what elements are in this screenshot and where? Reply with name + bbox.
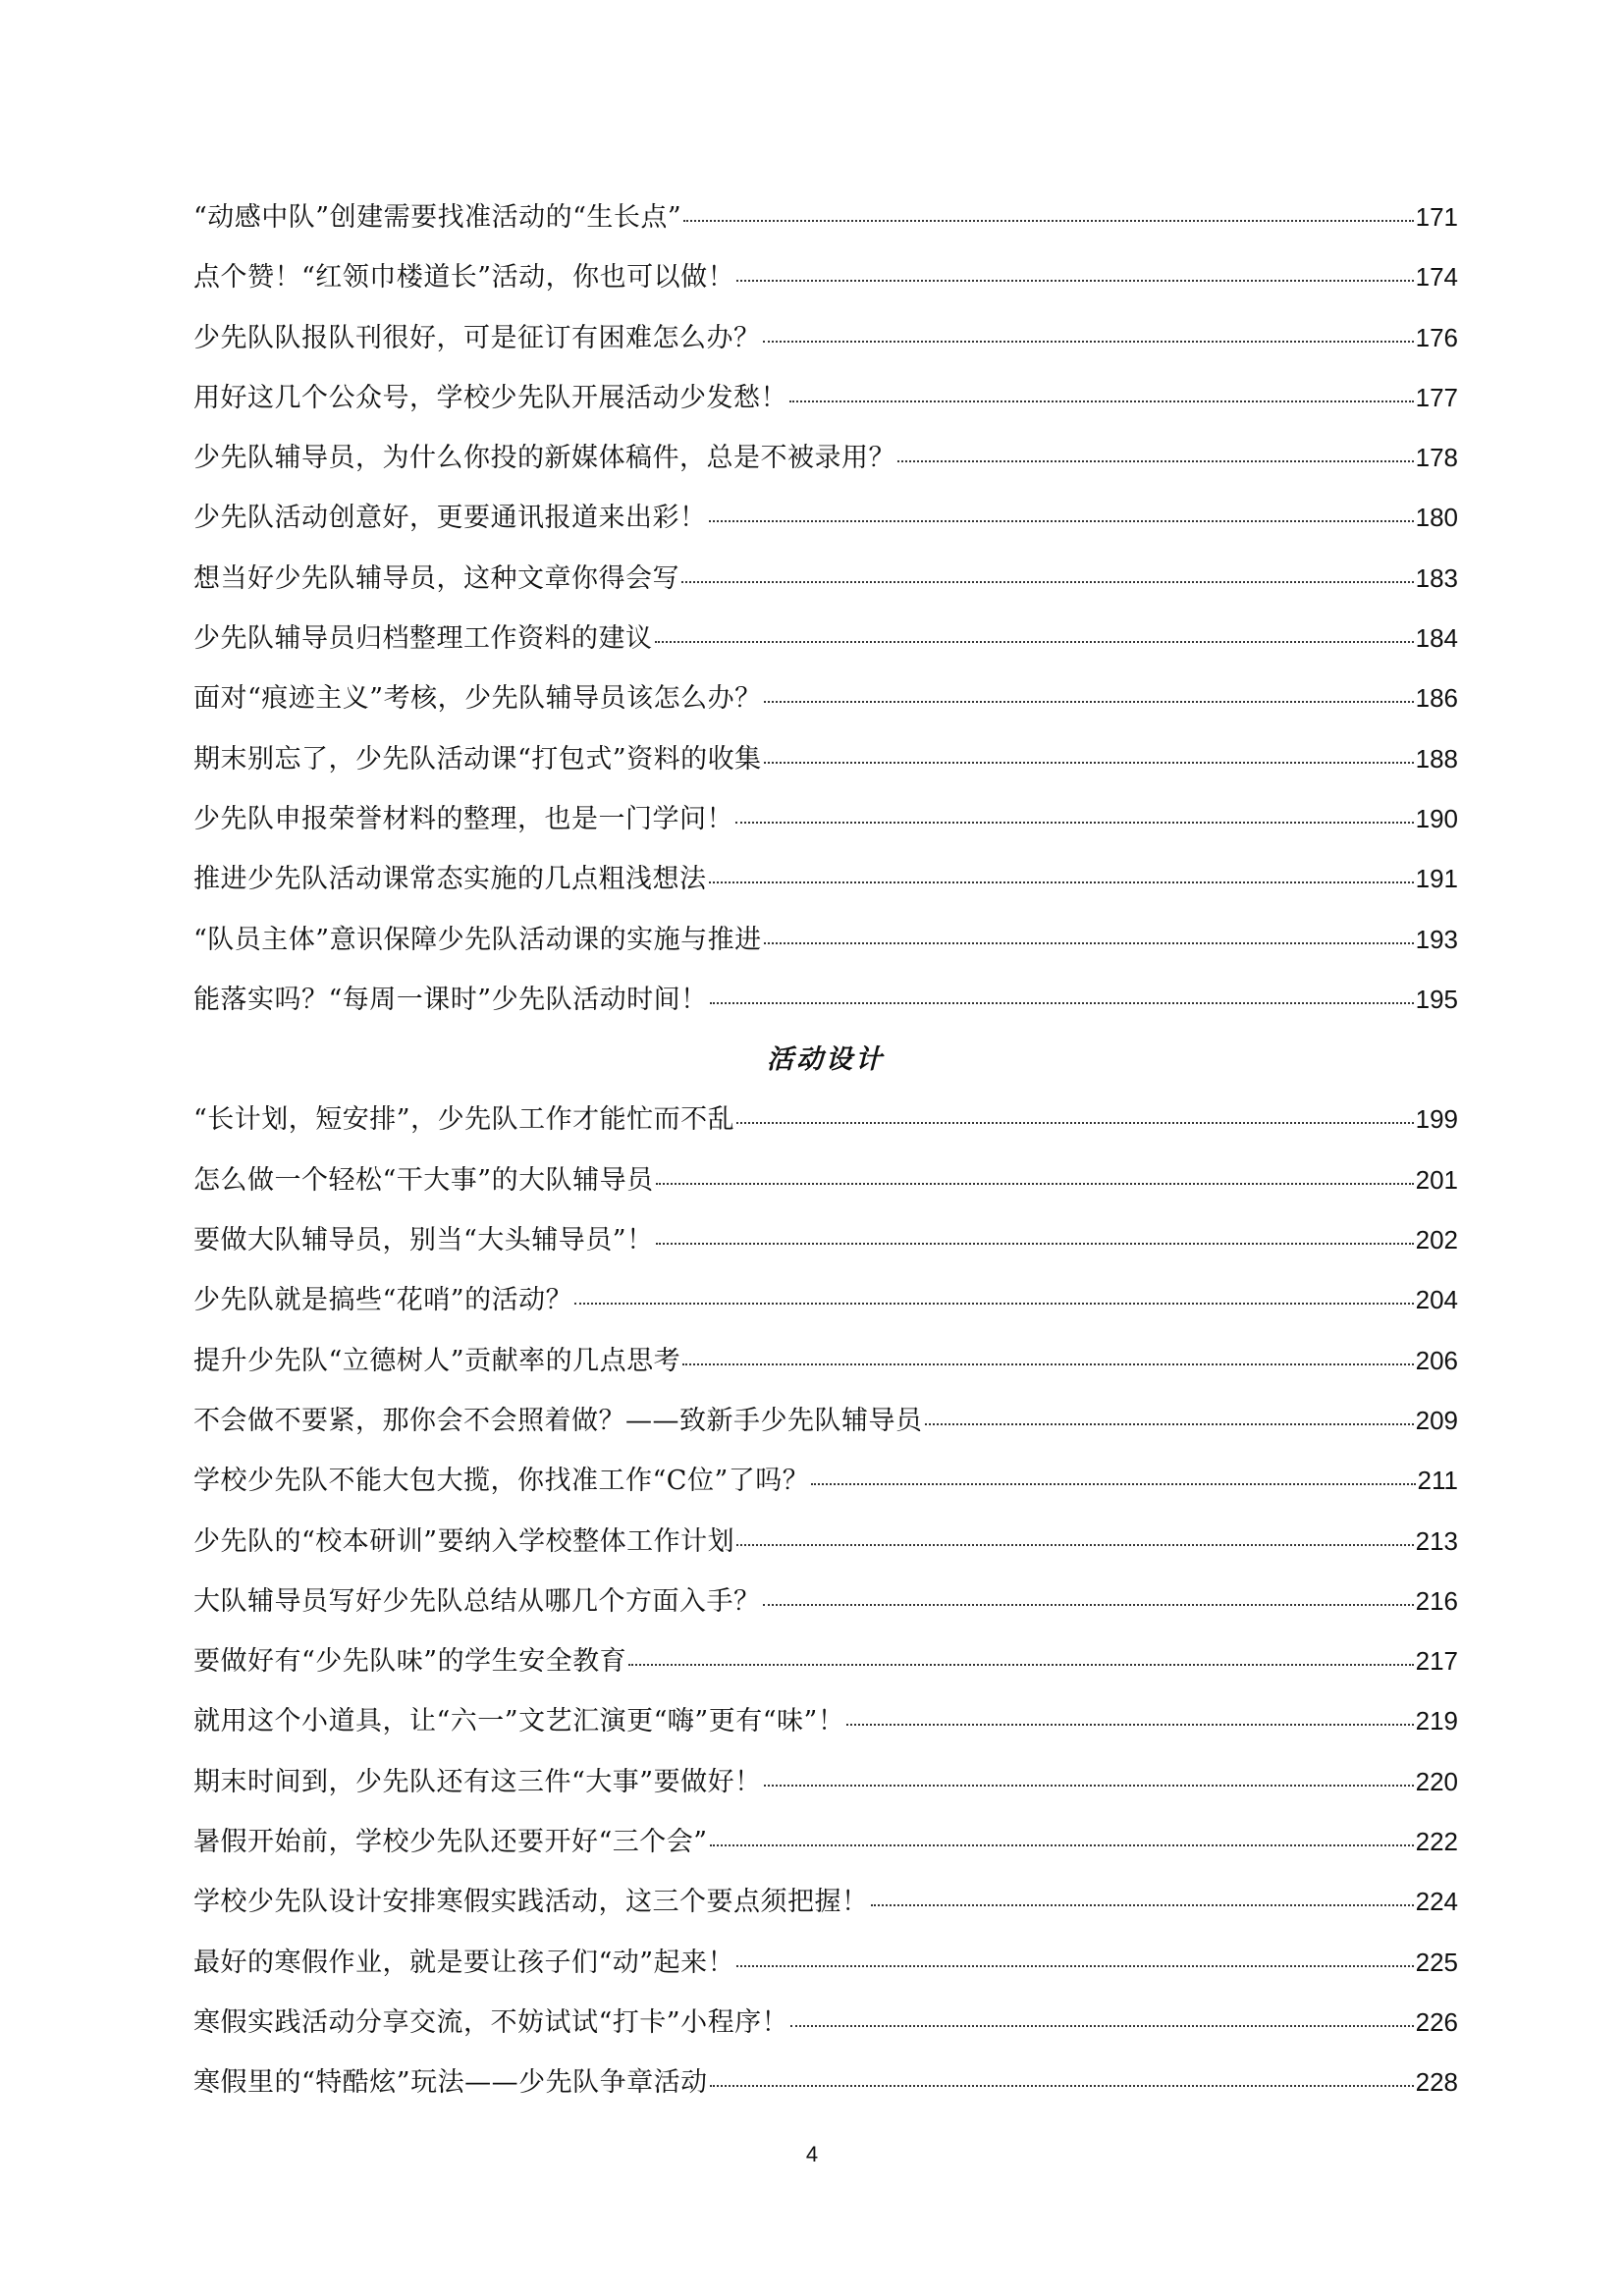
dot-leader	[897, 459, 1414, 462]
dot-leader	[682, 1362, 1414, 1365]
toc-entry[interactable]	[193, 970, 1458, 1030]
toc-entry-page: 213	[1415, 1525, 1458, 1556]
toc-entry-page: 186	[1415, 683, 1458, 714]
toc-entry-title: 就用这个小道具，让“六一”文艺汇演更“嗨”更有“味”！	[193, 1706, 845, 1737]
dot-leader	[736, 1964, 1414, 1967]
dot-leader	[656, 1182, 1414, 1185]
toc-entry-page: 225	[1415, 1947, 1458, 1977]
toc-entry-title: 最好的寒假作业，就是要让孩子们“动”起来！	[193, 1947, 735, 1978]
toc-entry-page: 228	[1415, 2067, 1458, 2098]
dot-leader	[846, 1723, 1413, 1726]
toc-entry[interactable]	[193, 1631, 1458, 1691]
dot-leader	[736, 1543, 1414, 1546]
dot-leader	[790, 2024, 1414, 2027]
toc-entry[interactable]	[193, 428, 1458, 488]
toc-entry-page: 191	[1415, 864, 1458, 894]
toc-entry[interactable]	[193, 1331, 1458, 1391]
toc-entry-title: 提升少先队“立德树人”贡献率的几点思考	[193, 1345, 681, 1376]
dot-leader	[628, 1663, 1414, 1666]
dot-leader	[655, 640, 1414, 643]
toc-entry-title: “长计划，短安排”，少先队工作才能忙而不乱	[193, 1104, 735, 1136]
dot-leader	[763, 1603, 1414, 1606]
toc-entry-page: 217	[1415, 1646, 1458, 1677]
toc-entry[interactable]	[193, 247, 1458, 307]
toc-entry-page: 178	[1415, 443, 1458, 473]
toc-entry[interactable]	[193, 1933, 1458, 1993]
toc-entry-page: 193	[1415, 924, 1458, 954]
toc-entry-page: 176	[1415, 322, 1458, 352]
toc-entry[interactable]	[193, 1812, 1458, 1872]
toc-entry-page: 224	[1415, 1887, 1458, 1917]
toc-entry-page: 202	[1415, 1225, 1458, 1255]
dot-leader	[735, 821, 1414, 824]
dot-leader	[763, 340, 1414, 343]
toc-entry-title: 能落实吗？“每周一课时”少先队活动时间！	[193, 984, 708, 1015]
toc-entry[interactable]	[193, 549, 1458, 609]
toc-entry[interactable]	[193, 1451, 1458, 1511]
toc-entry[interactable]	[193, 910, 1458, 970]
dot-leader	[764, 761, 1414, 764]
toc-entry-title: 少先队辅导员，为什么你投的新媒体稿件，总是不被录用？	[193, 443, 895, 474]
dot-leader	[925, 1422, 1414, 1425]
dot-leader	[789, 400, 1414, 402]
toc-entry[interactable]	[193, 1210, 1458, 1270]
toc-entry[interactable]	[193, 1691, 1458, 1751]
toc-entry-title: 怎么做一个轻松“干大事”的大队辅导员	[193, 1164, 654, 1196]
dot-leader	[764, 941, 1414, 944]
toc-entry-page: 201	[1415, 1164, 1458, 1195]
toc-entry-title: 少先队就是搞些“花哨”的活动？	[193, 1285, 573, 1316]
toc-entry[interactable]	[193, 1872, 1458, 1932]
toc-entry-title: 要做好有“少先队味”的学生安全教育	[193, 1646, 627, 1678]
dot-leader	[736, 1121, 1414, 1124]
toc-entry[interactable]	[193, 1270, 1458, 1330]
toc-entry[interactable]	[193, 668, 1458, 728]
toc-entry-page: 199	[1415, 1104, 1458, 1135]
toc-entry-title: 推进少先队活动课常态实施的几点粗浅想法	[193, 864, 707, 895]
toc-entry[interactable]	[193, 1391, 1458, 1451]
toc-entry[interactable]	[193, 187, 1458, 247]
toc-entry-title: 学校少先队不能大包大揽，你找准工作“C位”了吗？	[193, 1466, 810, 1497]
toc-entry-title: “队员主体”意识保障少先队活动课的实施与推进	[193, 924, 762, 955]
toc-entry[interactable]	[193, 609, 1458, 668]
dot-leader	[811, 1482, 1415, 1485]
toc-entry-page: 184	[1415, 623, 1458, 654]
dot-leader	[871, 1903, 1414, 1906]
toc-entry-title: 少先队辅导员归档整理工作资料的建议	[193, 623, 653, 655]
toc-entry[interactable]	[193, 789, 1458, 849]
toc-entry-page: 188	[1415, 743, 1458, 774]
toc-entry-page: 206	[1415, 1345, 1458, 1375]
toc-entry-page: 177	[1415, 382, 1458, 412]
toc-entry[interactable]	[193, 368, 1458, 428]
dot-leader	[683, 219, 1413, 222]
dot-leader	[764, 700, 1414, 703]
toc-entry-page: 216	[1415, 1585, 1458, 1616]
page-number: 4	[805, 2142, 819, 2166]
toc-entry-page: 183	[1415, 562, 1458, 593]
toc-entry-title: 期末时间到，少先队还有这三件“大事”要做好！	[193, 1766, 762, 1797]
toc-entry[interactable]	[193, 1993, 1458, 2053]
toc-entry[interactable]	[193, 1752, 1458, 1812]
toc-entry-title: 学校少先队设计安排寒假实践活动，这三个要点须把握！	[193, 1887, 869, 1918]
toc-entry[interactable]	[193, 729, 1458, 789]
toc-entry-page: 180	[1415, 503, 1458, 533]
dot-leader	[736, 279, 1414, 282]
toc-entry-page: 204	[1415, 1285, 1458, 1315]
dot-leader	[681, 580, 1414, 583]
toc-entry-page: 226	[1415, 2006, 1458, 2037]
toc-entry[interactable]	[193, 1572, 1458, 1631]
toc-entry[interactable]	[193, 308, 1458, 368]
toc-entry-title: 用好这几个公众号，学校少先队开展活动少发愁！	[193, 382, 787, 413]
toc-entry-title: 少先队的“校本研训”要纳入学校整体工作计划	[193, 1525, 735, 1557]
dot-leader	[710, 1001, 1414, 1004]
toc-entry[interactable]	[193, 488, 1458, 548]
toc-entry-title: 寒假里的“特酷炫”玩法——少先队争章活动	[193, 2067, 708, 2099]
toc-entry-page: 211	[1417, 1466, 1458, 1496]
toc-entry-title: 暑假开始前，学校少先队还要开好“三个会”	[193, 1827, 708, 1858]
toc-entry-title: 要做大队辅导员，别当“大头辅导员”！	[193, 1225, 654, 1256]
dot-leader	[574, 1302, 1414, 1305]
toc-entry-page: 190	[1415, 803, 1458, 833]
toc-entry-page: 174	[1415, 262, 1458, 293]
toc-entry-title: 少先队活动创意好，更要通讯报道来出彩！	[193, 503, 707, 534]
dot-leader	[709, 519, 1414, 522]
table-of-contents	[193, 187, 1458, 2113]
dot-leader	[656, 1242, 1414, 1245]
toc-group-1	[193, 187, 1458, 1030]
toc-entry-page: 195	[1415, 984, 1458, 1014]
toc-entry-page: 220	[1415, 1766, 1458, 1796]
toc-entry-title: 面对“痕迹主义”考核，少先队辅导员该怎么办？	[193, 683, 762, 715]
section-heading: 活动设计	[767, 1044, 885, 1076]
toc-entry-title: 期末别忘了，少先队活动课“打包式”资料的收集	[193, 743, 762, 774]
toc-entry-title: 想当好少先队辅导员，这种文章你得会写	[193, 562, 679, 594]
dot-leader	[710, 1843, 1414, 1846]
toc-entry[interactable]	[193, 849, 1458, 909]
toc-group-2	[193, 1090, 1458, 2112]
dot-leader	[709, 881, 1414, 883]
toc-entry[interactable]	[193, 1150, 1458, 1210]
dot-leader	[764, 1784, 1414, 1787]
dot-leader	[710, 2084, 1414, 2087]
toc-entry-page: 209	[1415, 1405, 1458, 1435]
toc-entry-title: 不会做不要紧，那你会不会照着做？——致新手少先队辅导员	[193, 1405, 923, 1436]
toc-entry-title: 大队辅导员写好少先队总结从哪几个方面入手？	[193, 1585, 761, 1617]
toc-entry[interactable]	[193, 1512, 1458, 1572]
toc-entry-title: 少先队申报荣誉材料的整理，也是一门学问！	[193, 803, 733, 834]
toc-entry-page: 219	[1415, 1706, 1458, 1736]
toc-entry-title: 少先队队报队刊很好，可是征订有困难怎么办？	[193, 322, 761, 353]
toc-entry-title: 点个赞！“红领巾楼道长”活动，你也可以做！	[193, 262, 735, 294]
toc-entry-title: “动感中队”创建需要找准活动的“生长点”	[193, 202, 682, 233]
toc-entry[interactable]	[193, 1090, 1458, 1149]
toc-entry-page: 222	[1415, 1827, 1458, 1857]
toc-entry-page: 171	[1415, 202, 1458, 232]
toc-entry[interactable]	[193, 2053, 1458, 2112]
toc-entry-title: 寒假实践活动分享交流，不妨试试“打卡”小程序！	[193, 2006, 789, 2038]
